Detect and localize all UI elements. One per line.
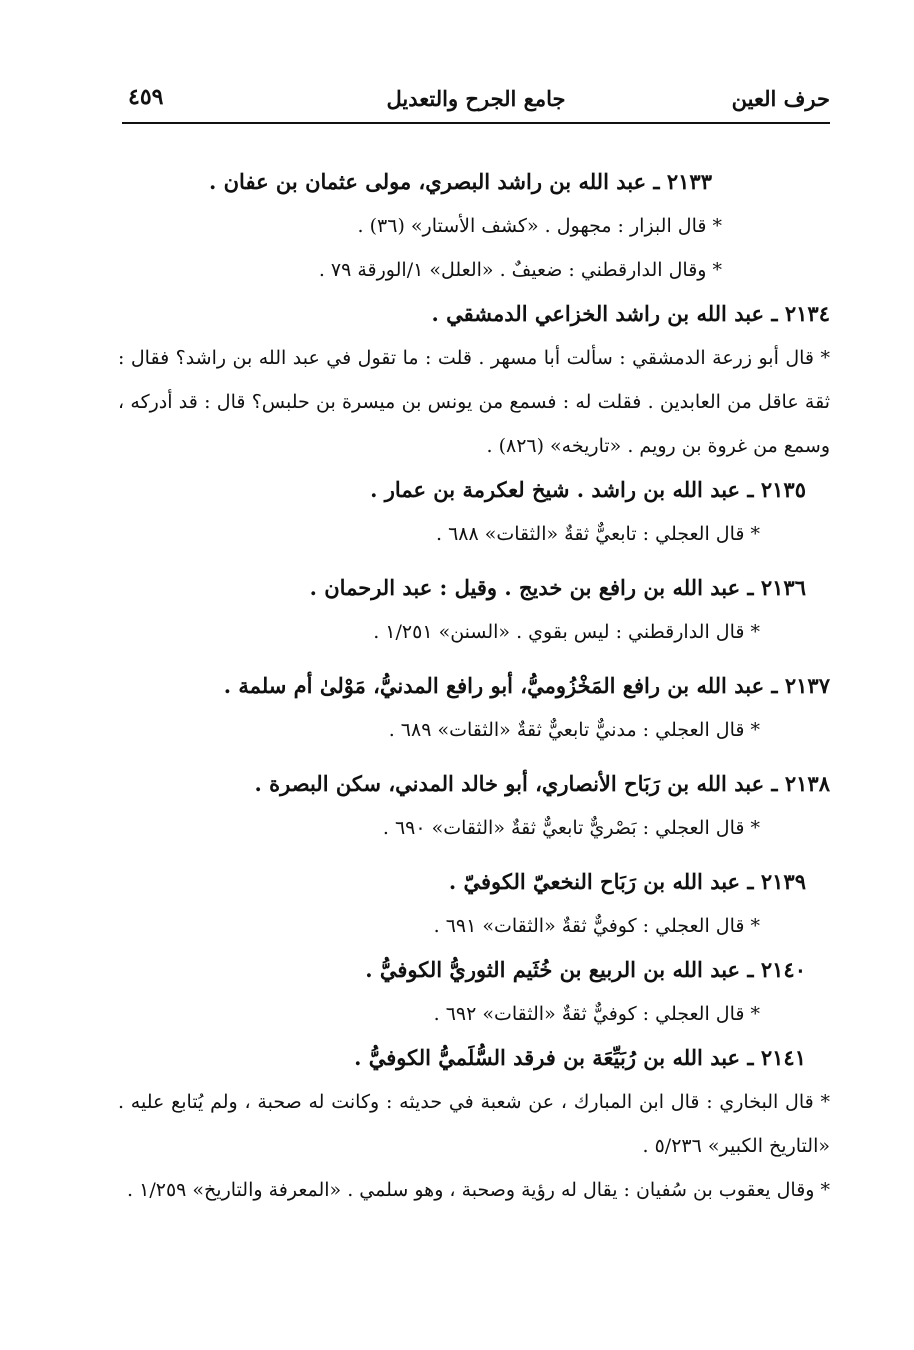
entry-2137 (118, 664, 830, 752)
entry-2138 (118, 762, 830, 850)
entry-quote: * قال العجلي : بَصْريٌّ تابعيٌّ ثقةٌ «الثقات» ٦٩٠ . (382, 817, 760, 839)
page-number: ٤٥٩ (128, 84, 164, 110)
entry-2133 (118, 160, 830, 292)
entry-quote: * قال أبو زرعة الدمشقي : سألت أبا مسهر . قلت : ما تقول في عبد الله بن راشد؟ فقال : ثقة عاقل من العابدين . فقلت له : فسمع من يونس بن ميسرة بن حلبس؟ قال : قد أدركه ، وسمع من غروة بن رويم . «تاريخه» (٨٢٦) . (118, 347, 830, 457)
entry-heading: ٢١٣٤ ـ عبد الله بن راشد الخزاعي الدمشقي . (431, 301, 830, 326)
entry-2135 (118, 468, 830, 556)
entry-2134 (118, 292, 830, 468)
entry-quote: * قال الدارقطني : ليس بقوي . «السنن» ١/٢٥١ . (373, 621, 760, 643)
entry-2136 (118, 566, 830, 654)
entry-quote: * وقال الدارقطني : ضعيفٌ . «العلل» ١/الورقة ٧٩ . (318, 259, 722, 281)
entry-quote: * قال البخاري : قال ابن المبارك ، عن شعبة في حديثه : وكانت له صحبة ، ولم يُتابع عليه . «التاريخ الكبير» ٥/٢٣٦ . (118, 1091, 830, 1157)
entry-heading: ٢١٣٣ ـ عبد الله بن راشد البصري، مولى عثمان بن عفان . (209, 169, 712, 194)
entry-heading: ٢١٤١ ـ عبد الله بن رُبَيِّعَة بن فرقد السُّلَميُّ الكوفيُّ . (354, 1045, 806, 1070)
entry-heading: ٢١٣٦ ـ عبد الله بن رافع بن خديج . وقيل : عبد الرحمان . (309, 575, 806, 600)
entry-heading: ٢١٣٥ ـ عبد الله بن راشد . شيخ لعكرمة بن عمار . (370, 477, 806, 502)
page-body (118, 160, 830, 1212)
entry-2139 (118, 860, 830, 948)
running-header (122, 80, 830, 124)
section-title: حرف العين (731, 86, 830, 111)
entry-2141 (118, 1036, 830, 1212)
entry-quote: * قال العجلي : كوفيٌّ ثقةٌ «الثقات» ٦٩١ . (433, 915, 760, 937)
entry-heading: ٢١٣٩ ـ عبد الله بن رَبَاح النخعيّ الكوفيّ . (448, 869, 806, 894)
entry-heading: ٢١٣٧ ـ عبد الله بن رافع المَخْزُوميُّ، أبو رافع المدنيُّ، مَوْلىٰ أم سلمة . (223, 673, 830, 698)
entry-2140 (118, 948, 830, 1036)
entry-heading: ٢١٣٨ ـ عبد الله بن رَبَاح الأنصاري، أبو خالد المدني، سكن البصرة . (254, 771, 830, 796)
entry-quote: * قال العجلي : كوفيٌّ ثقةٌ «الثقات» ٦٩٢ . (433, 1003, 760, 1025)
entry-quote: * قال البزار : مجهول . «كشف الأستار» (٣٦) . (357, 215, 722, 237)
book-title: جامع الجرح والتعديل (386, 86, 566, 111)
entry-heading: ٢١٤٠ ـ عبد الله بن الربيع بن خُثَيم الثوريُّ الكوفيُّ . (365, 957, 806, 982)
entry-quote: * قال العجلي : مدنيٌّ تابعيٌّ ثقةٌ «الثقات» ٦٨٩ . (388, 719, 760, 741)
entry-quote: * قال العجلي : تابعيٌّ ثقةٌ «الثقات» ٦٨٨ . (436, 523, 760, 545)
entry-quote: * وقال يعقوب بن سُفيان : يقال له رؤية وصحبة ، وهو سلمي . «المعرفة والتاريخ» ١/٢٥٩ . (127, 1179, 830, 1201)
